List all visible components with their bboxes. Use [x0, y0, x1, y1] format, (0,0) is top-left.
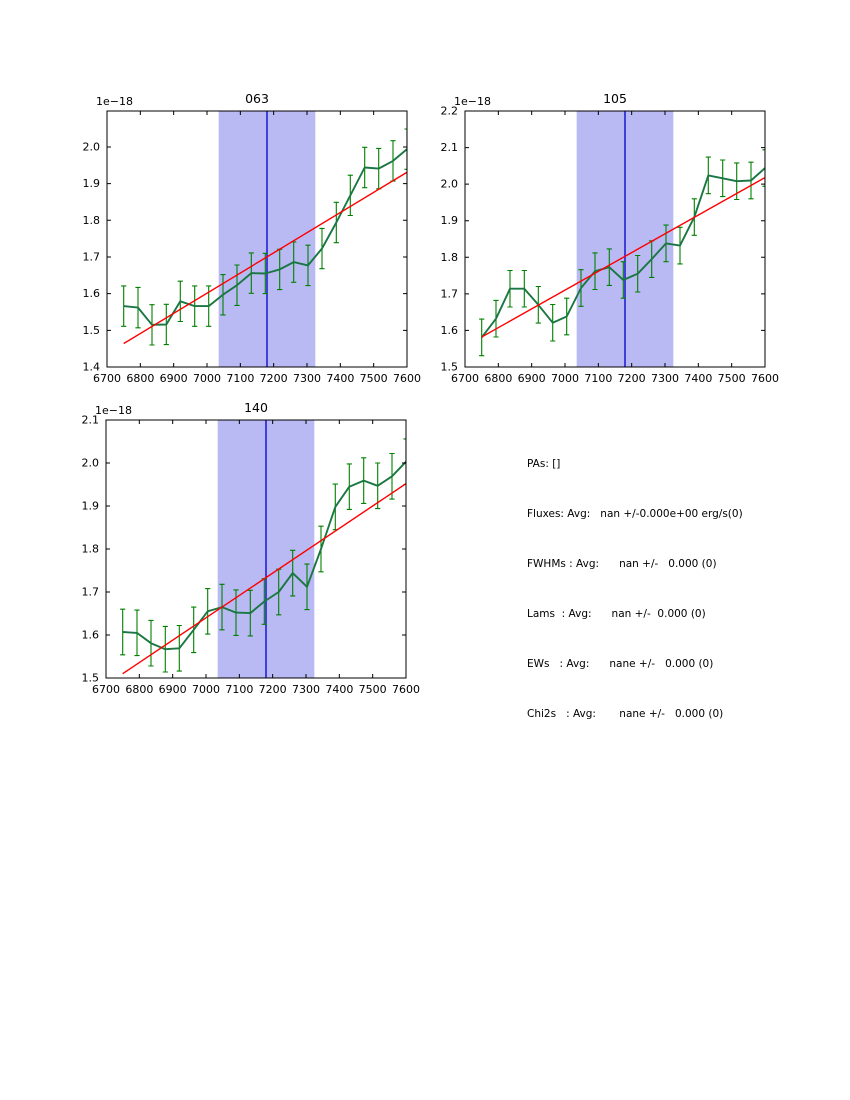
stats-line-fluxes: Fluxes: Avg: nan +/-0.000e+00 erg/s(0) [527, 508, 743, 520]
y-tick-label: 1.6 [440, 323, 458, 337]
x-tick-label: 7200 [258, 683, 287, 696]
y-tick-label: 1.9 [440, 214, 458, 228]
axis-offset-label: 1e−18 [454, 95, 491, 108]
x-tick-label: 6700 [92, 683, 120, 696]
x-tick-label: 7100 [225, 683, 254, 696]
y-tick-label: 2.1 [81, 413, 99, 427]
x-tick-label: 7500 [358, 683, 387, 696]
y-tick-label: 2.0 [440, 177, 458, 191]
x-tick-label: 6900 [159, 372, 188, 385]
stats-line-chi2s: Chi2s : Avg: nane +/- 0.000 (0) [527, 708, 724, 720]
x-tick-label: 7600 [392, 683, 420, 696]
chart-svg [46, 394, 426, 709]
y-tick-label: 1.7 [440, 287, 458, 301]
x-tick-label: 7300 [651, 372, 679, 385]
y-tick-label: 1.6 [82, 287, 100, 301]
x-tick-label: 7000 [193, 372, 221, 385]
x-tick-label: 6800 [125, 683, 154, 696]
x-tick-label: 7100 [226, 372, 255, 385]
axis-offset-label: 1e−18 [96, 95, 133, 108]
x-tick-label: 7300 [292, 683, 320, 696]
chart-svg [47, 85, 427, 400]
x-tick-label: 7000 [551, 372, 579, 385]
x-tick-label: 7600 [393, 372, 421, 385]
y-tick-label: 1.5 [440, 360, 458, 374]
y-tick-label: 1.8 [81, 542, 99, 556]
y-tick-label: 2.0 [82, 140, 100, 154]
x-tick-label: 6800 [126, 372, 155, 385]
x-tick-label: 7200 [617, 372, 646, 385]
stats-line-pas: PAs: [] [527, 458, 561, 470]
x-tick-label: 7000 [192, 683, 220, 696]
y-tick-label: 1.8 [82, 213, 100, 227]
y-tick-label: 2.0 [81, 456, 99, 470]
x-tick-label: 7400 [326, 372, 355, 385]
y-tick-label: 1.8 [440, 250, 458, 264]
y-tick-label: 1.6 [81, 628, 99, 642]
x-tick-label: 7400 [684, 372, 713, 385]
stats-line-ews: EWs : Avg: nane +/- 0.000 (0) [527, 658, 714, 670]
stats-line-fwhms: FWHMs : Avg: nan +/- 0.000 (0) [527, 558, 717, 570]
x-tick-label: 7500 [359, 372, 388, 385]
x-tick-label: 6700 [451, 372, 479, 385]
y-tick-label: 1.5 [81, 671, 99, 685]
x-tick-label: 6900 [517, 372, 546, 385]
x-tick-label: 7300 [293, 372, 321, 385]
y-tick-label: 1.4 [82, 360, 100, 374]
subplot-140 [46, 394, 426, 713]
subplot-063 [47, 85, 427, 404]
x-tick-label: 7500 [717, 372, 746, 385]
y-tick-label: 2.2 [440, 104, 458, 118]
x-tick-label: 6900 [158, 683, 187, 696]
stats-line-lams: Lams : Avg: nan +/- 0.000 (0) [527, 608, 706, 620]
x-tick-label: 7600 [751, 372, 779, 385]
x-tick-label: 7400 [325, 683, 354, 696]
subplot-105 [405, 85, 785, 404]
plot-title: 063 [245, 91, 269, 106]
y-tick-label: 1.5 [82, 323, 100, 337]
y-tick-label: 1.9 [82, 177, 100, 191]
plot-title: 105 [603, 91, 627, 106]
plot-title: 140 [244, 400, 268, 415]
y-tick-label: 2.1 [440, 141, 458, 155]
x-tick-label: 6700 [93, 372, 121, 385]
stats-block [527, 427, 743, 751]
x-tick-label: 7200 [259, 372, 288, 385]
chart-svg [405, 85, 785, 400]
y-tick-label: 1.7 [81, 585, 99, 599]
axis-offset-label: 1e−18 [95, 404, 132, 417]
x-tick-label: 7100 [584, 372, 613, 385]
x-tick-label: 6800 [484, 372, 513, 385]
y-tick-label: 1.7 [82, 250, 100, 264]
y-tick-label: 1.9 [81, 499, 99, 513]
